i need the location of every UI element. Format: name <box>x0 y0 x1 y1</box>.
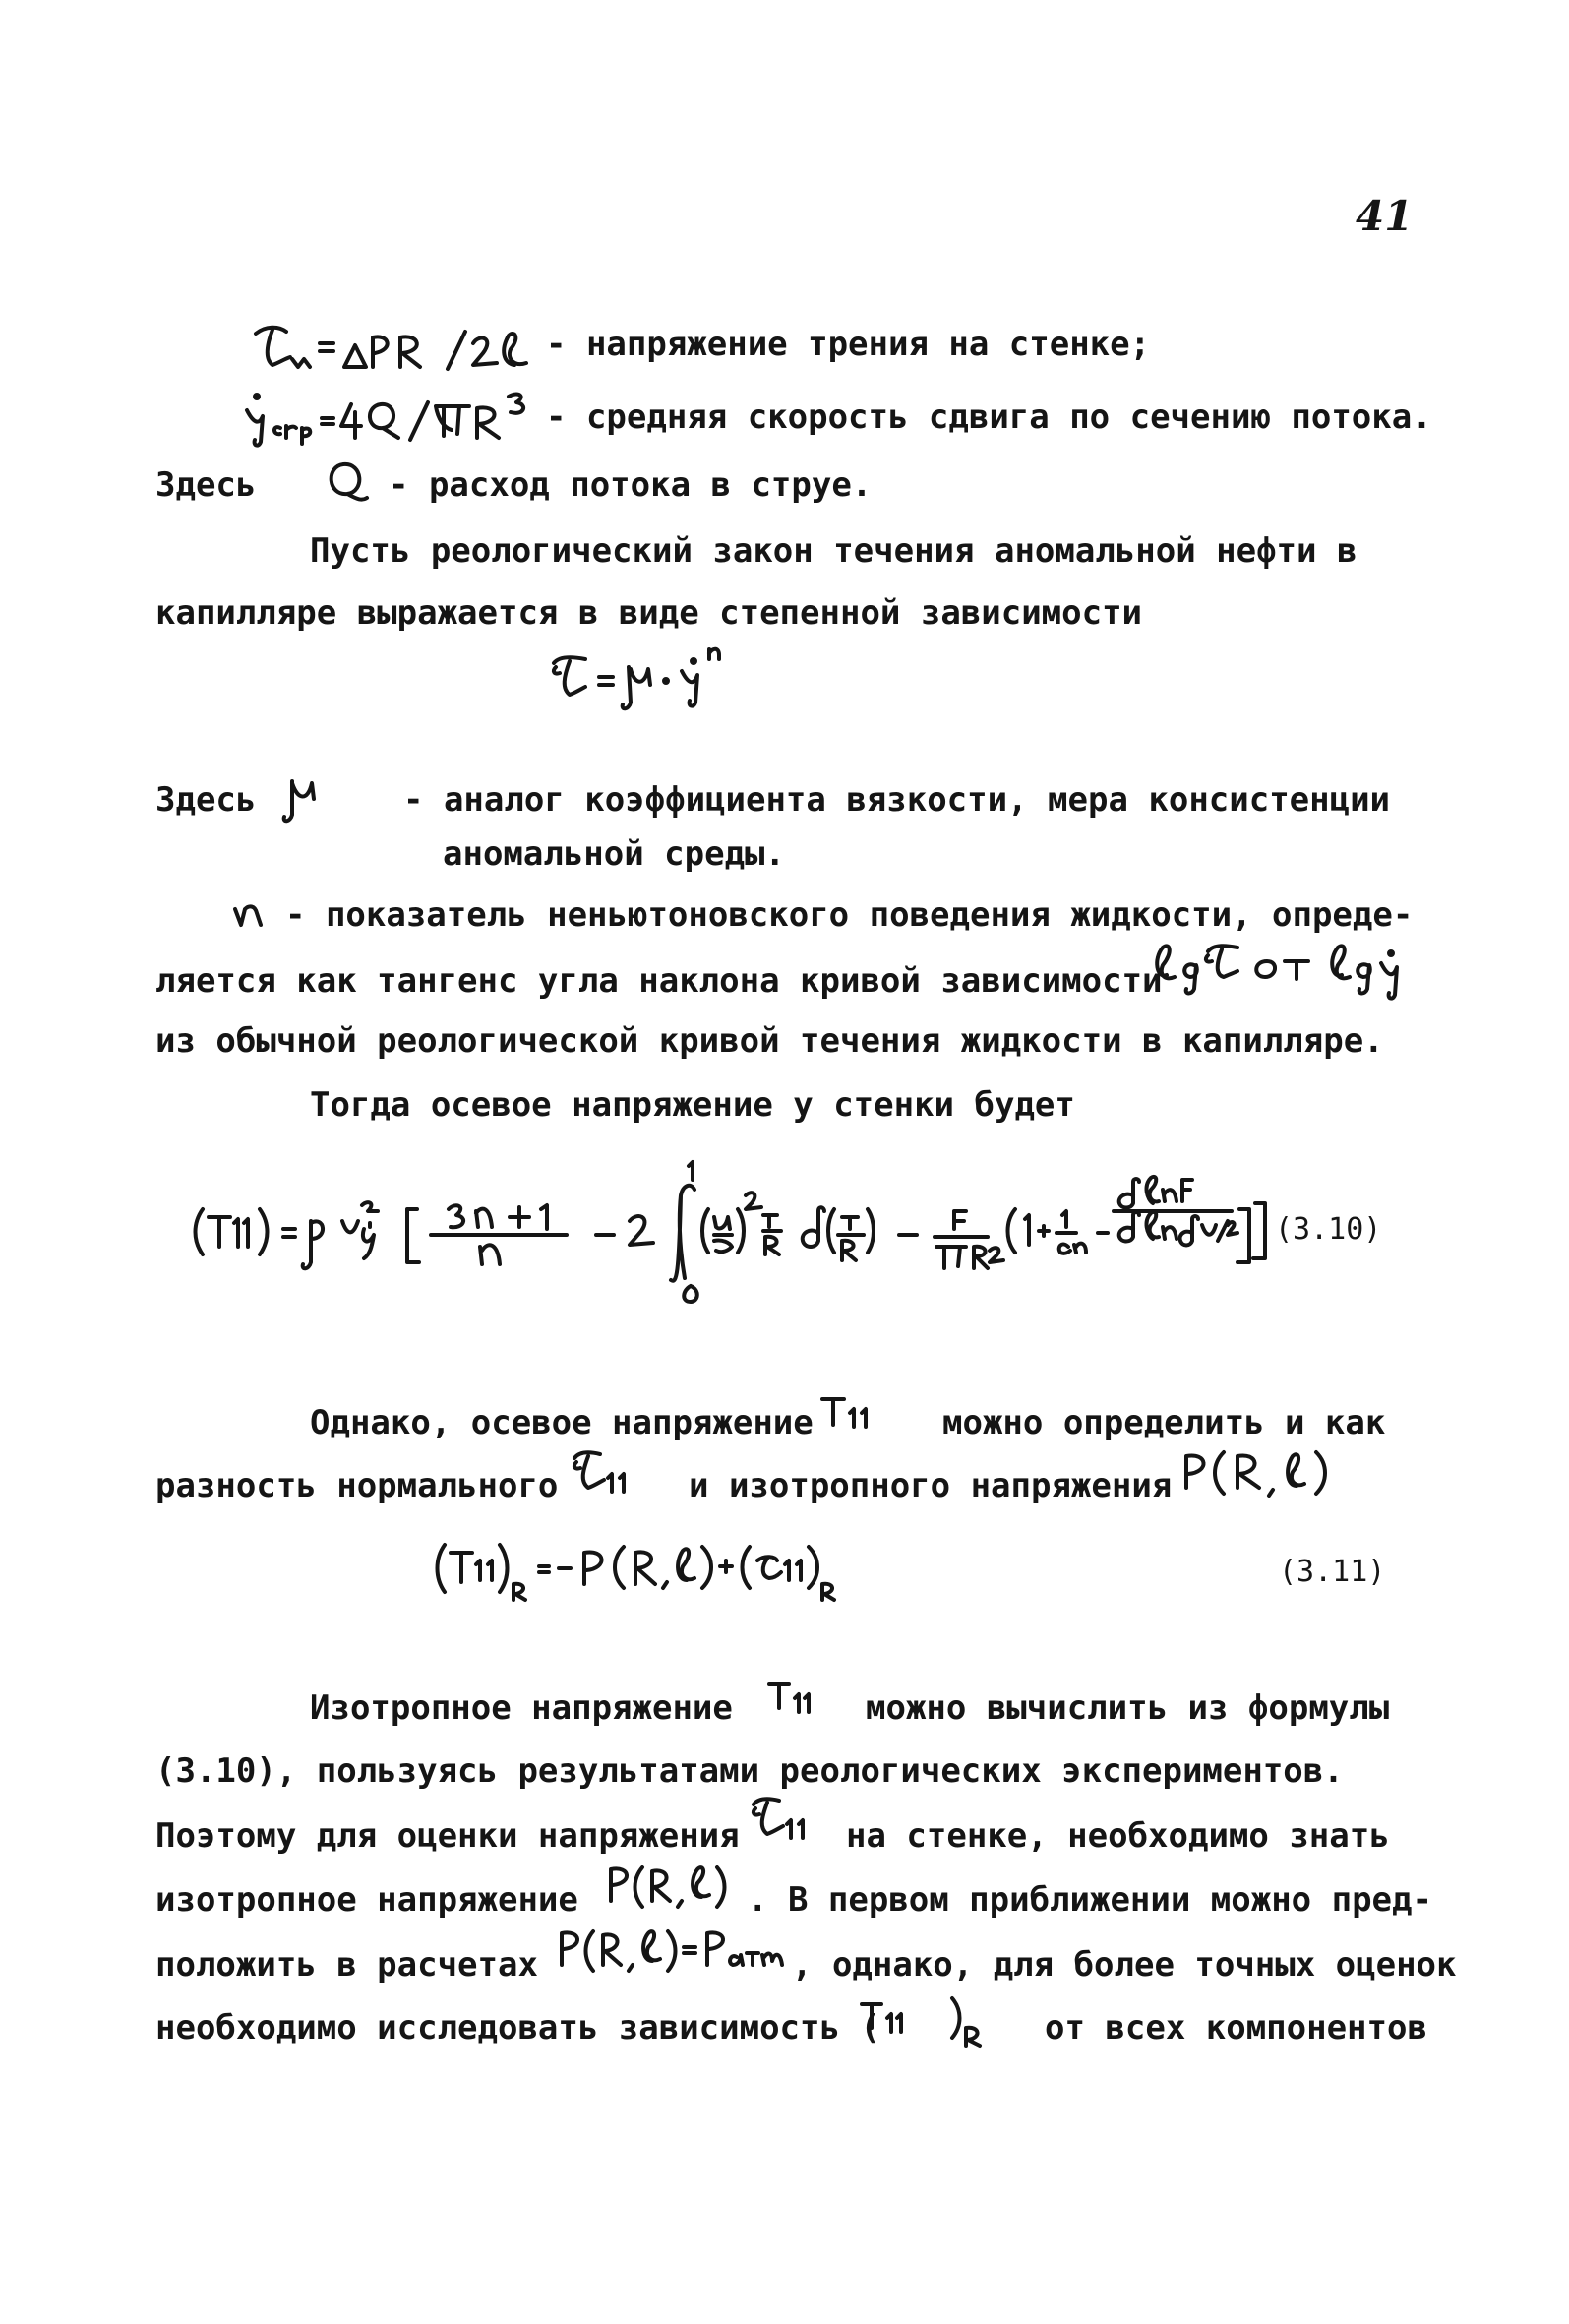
mu-description-1: - аналог коэффициента вязкости, мера консистенции <box>403 780 1391 820</box>
paragraph-3-line-3a: Поэтому для оценки напряжения <box>155 1816 740 1856</box>
paragraph-2-line-1b: можно определить и как <box>942 1403 1386 1442</box>
tau-w-description: - напряжение трения на стенке; <box>546 325 1151 364</box>
n-description-1: - показатель неньютоновского поведения жидкости, опреде- <box>285 895 1414 935</box>
equation-3-10-label: (3.10) <box>1275 1212 1382 1247</box>
paragraph-2-line-2a: разность нормального <box>155 1466 559 1505</box>
mu-description-2: аномальной среды. <box>443 834 785 874</box>
formula-power-law <box>546 647 753 722</box>
page-number: 41 <box>1356 192 1414 240</box>
gamma-avg-description: - средняя скорость сдвига по сечению потока. <box>546 398 1432 437</box>
formula-p-r-l-b <box>605 1860 733 1915</box>
formula-p-r-l-a <box>1180 1446 1338 1501</box>
paragraph-3-line-5b: , однако, для более точных оценок <box>792 1945 1457 1985</box>
paragraph-3-line-6a: необходимо исследовать зависимость ( <box>155 2008 880 2048</box>
equation-3-11-label: (3.11) <box>1279 1555 1386 1589</box>
formula-q <box>320 455 369 506</box>
q-description: - расход потока в струе. <box>389 465 873 505</box>
formula-tau11-a <box>569 1446 637 1501</box>
paragraph-3-line-1a: Изотропное напряжение <box>310 1688 733 1728</box>
formula-tau-w <box>251 320 531 377</box>
paragraph-3-line-1b: можно вычислить из формулы <box>866 1688 1390 1728</box>
formula-t11-a <box>818 1387 887 1437</box>
paragraph-1-line-1: Пусть реологический закон течения аномальной нефти в <box>310 531 1358 571</box>
paragraph-1-line-2: капилляре выражается в виде степенной зависимости <box>155 593 1143 633</box>
paragraph-3-line-2: (3.10), пользуясь результатами реологических экспериментов. <box>155 1751 1344 1791</box>
formula-tau11-b <box>748 1793 816 1848</box>
paragraph-3-line-4a: изотропное напряжение <box>155 1880 578 1920</box>
paragraph-3-line-3b: на стенке, необходимо знать <box>846 1816 1390 1856</box>
axial-stress-intro: Тогда осевое напряжение у стенки будет <box>310 1085 1075 1125</box>
equation-3-10 <box>189 1156 1281 1304</box>
paragraph-3-line-4b: . В первом приближении можно пред- <box>748 1880 1432 1920</box>
zdes-label-1: Здесь <box>155 465 257 505</box>
n-description-2: ляется как тангенс угла наклона кривой зависимости <box>155 961 1163 1001</box>
paragraph-3-line-5a: положить в расчетах <box>155 1945 538 1985</box>
formula-n <box>231 895 271 935</box>
formula-lg-tau-vs-lg-gamma <box>1151 940 1407 1009</box>
paragraph-2-line-1a: Однако, осевое напряжение <box>310 1403 814 1442</box>
formula-p-equals-patm <box>556 1924 802 1979</box>
equation-3-11 <box>433 1535 984 1604</box>
paragraph-2-line-2b: и изотропного напряжения <box>689 1466 1173 1505</box>
formula-mu <box>280 769 349 828</box>
formula-t11-r <box>858 1992 1005 2048</box>
n-description-3: из обычной реологической кривой течения жидкости в капилляре. <box>155 1021 1384 1061</box>
formula-gamma-avg <box>241 389 536 450</box>
paragraph-3-line-6b: от всех компонентов <box>1045 2008 1427 2048</box>
zdes-label-2: Здесь <box>155 780 257 820</box>
formula-t11-b <box>765 1673 824 1722</box>
